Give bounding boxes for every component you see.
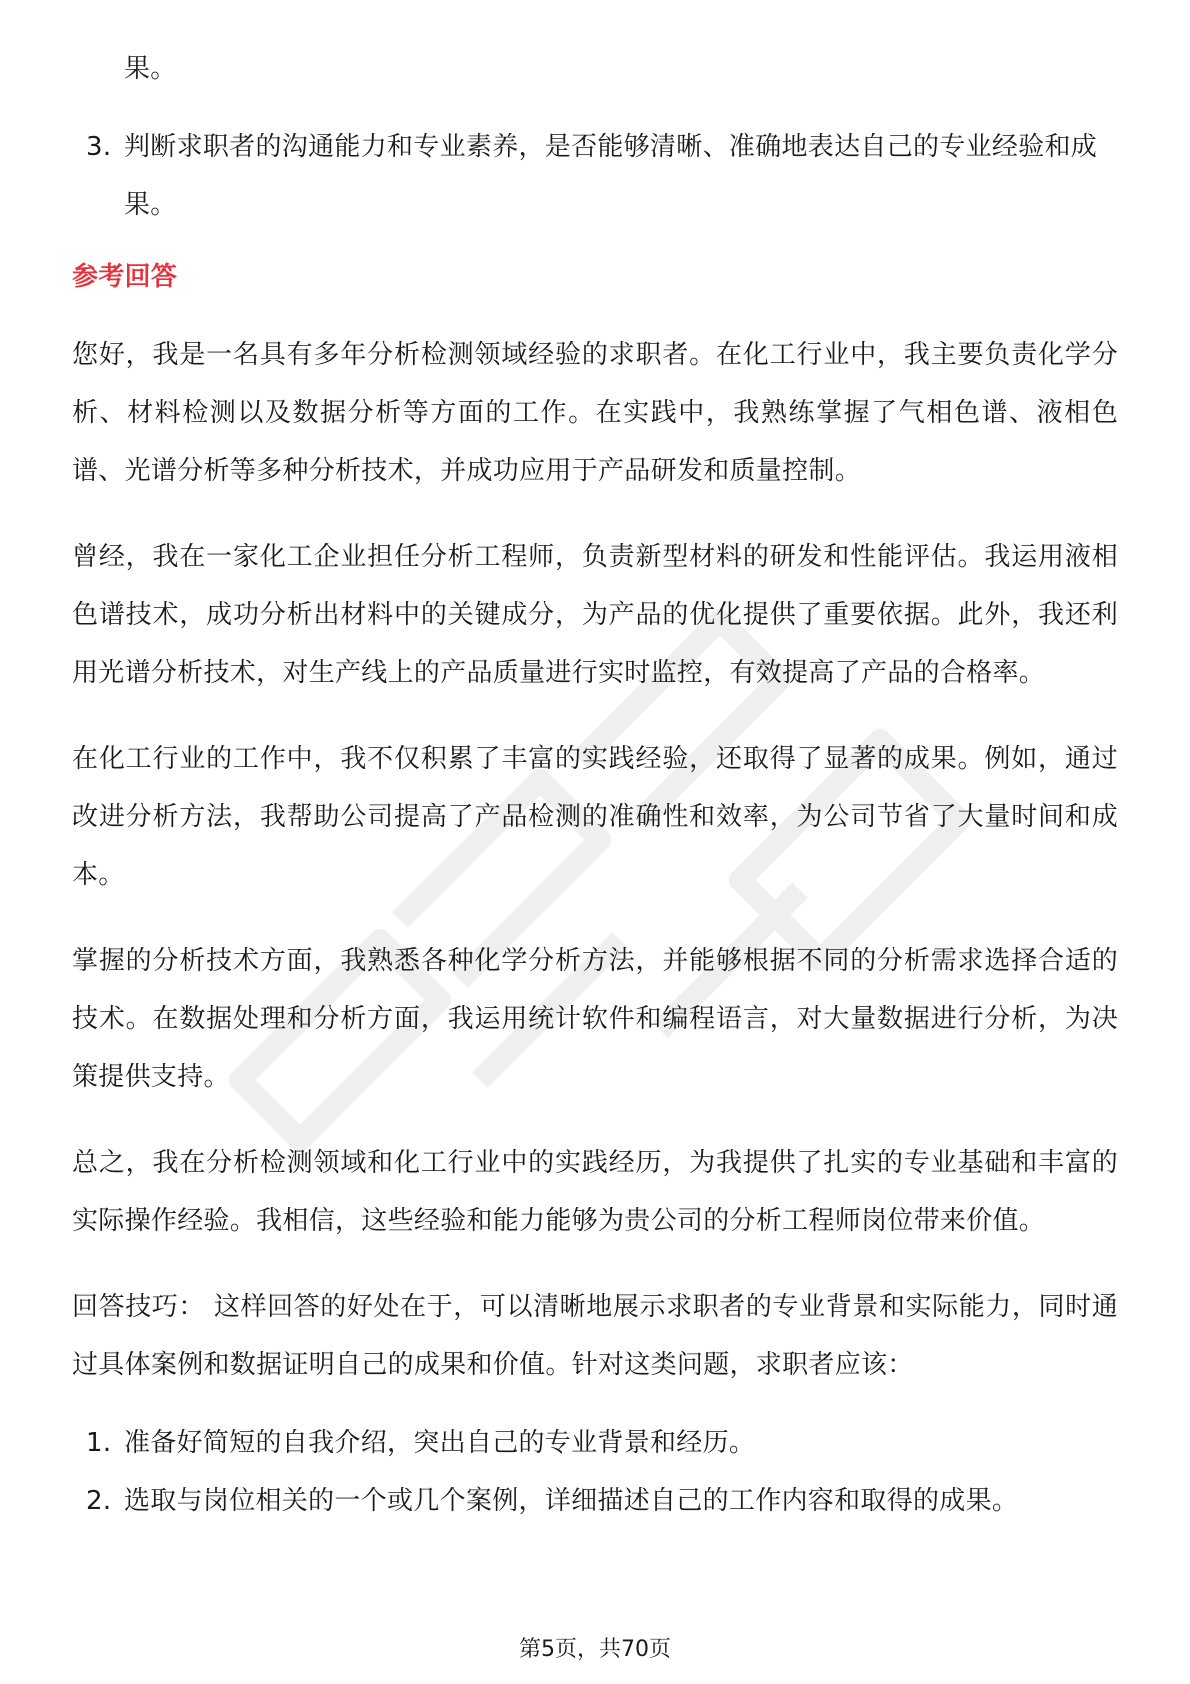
document-body bbox=[72, 40, 1118, 1530]
paragraph-summary: 总之，我在分析检测领域和化工行业中的实践经历，为我提供了扎实的专业基础和丰富的实际操作经验。我相信，这些经验和能力能够为贵公司的分析工程师岗位带来价值。 bbox=[72, 1148, 1118, 1236]
list-item-text: 准备好简短的自我介绍，突出自己的专业背景和经历。 bbox=[124, 1428, 756, 1458]
tips-list bbox=[72, 1414, 1118, 1530]
list-item-number: 1. bbox=[86, 1428, 112, 1458]
page-footer: 第5页，共70页 bbox=[519, 1637, 671, 1662]
list-item bbox=[72, 118, 1118, 234]
criteria-list bbox=[72, 118, 1118, 234]
list-item bbox=[72, 1472, 1118, 1530]
list-item-number: 2. bbox=[86, 1486, 112, 1516]
list-item-text: 选取与岗位相关的一个或几个案例，详细描述自己的工作内容和取得的成果。 bbox=[124, 1486, 1019, 1516]
paragraph-skills: 掌握的分析技术方面，我熟悉各种化学分析方法，并能够根据不同的分析需求选择合适的技术。在数据处理和分析方面，我运用统计软件和编程语言，对大量数据进行分析，为决策提供支持。 bbox=[72, 946, 1118, 1092]
paragraph-intro: 您好，我是一名具有多年分析检测领域经验的求职者。在化工行业中，我主要负责化学分析、材料检测以及数据分析等方面的工作。在实践中，我熟练掌握了气相色谱、液相色谱、光谱分析等多种分析技术，并成功应用于产品研发和质量控制。 bbox=[72, 340, 1118, 486]
paragraph-tips: 回答技巧： 这样回答的好处在于，可以清晰地展示求职者的专业背景和实际能力，同时通过具体案例和数据证明自己的成果和价值。针对这类问题，求职者应该： bbox=[72, 1292, 1118, 1380]
list-item-number: 3. bbox=[86, 132, 112, 162]
list-item bbox=[72, 1414, 1118, 1472]
paragraph-achievements: 在化工行业的工作中，我不仅积累了丰富的实践经验，还取得了显著的成果。例如，通过改进分析方法，我帮助公司提高了产品检测的准确性和效率，为公司节省了大量时间和成本。 bbox=[72, 744, 1118, 890]
section-heading: 参考回答 bbox=[72, 262, 178, 292]
paragraph-experience: 曾经，我在一家化工企业担任分析工程师，负责新型材料的研发和性能评估。我运用液相色谱技术，成功分析出材料中的关键成分，为产品的优化提供了重要依据。此外，我还利用光谱分析技术，对生产线上的产品质量进行实时监控，有效提高了产品的合格率。 bbox=[72, 542, 1118, 688]
list-continuation: 果。 bbox=[124, 54, 177, 84]
list-item-text: 判断求职者的沟通能力和专业素养，是否能够清晰、准确地表达自己的专业经验和成果。 bbox=[124, 132, 1098, 220]
